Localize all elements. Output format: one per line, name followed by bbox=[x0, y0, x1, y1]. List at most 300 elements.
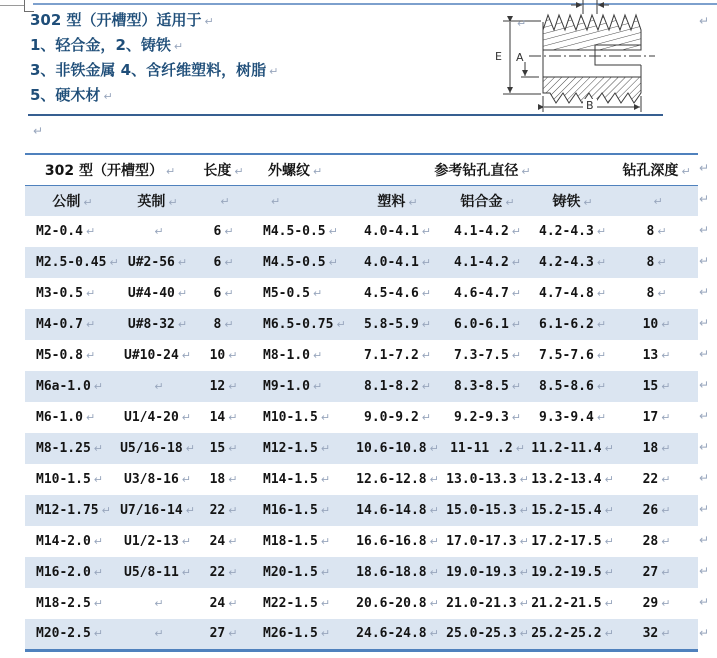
paragraph-mark-icon: ↵ bbox=[661, 380, 671, 393]
table-cell bbox=[195, 309, 252, 340]
paragraph-mark-icon: ↵ bbox=[604, 473, 614, 486]
paragraph-mark-icon: ↵ bbox=[511, 318, 522, 331]
table-cell bbox=[445, 619, 530, 650]
paragraph-mark-icon: ↵ bbox=[320, 535, 331, 548]
cell-text: 4.0-4.1 bbox=[364, 255, 419, 270]
paragraph-mark-icon: ↵ bbox=[228, 473, 238, 486]
table-cell bbox=[445, 526, 530, 557]
paragraph-mark-icon: ↵ bbox=[224, 287, 234, 300]
paragraph-mark-icon: ↵ bbox=[661, 442, 671, 455]
paragraph-mark-icon: ↵ bbox=[224, 225, 234, 238]
cell-text: 16.6-16.8 bbox=[356, 534, 427, 549]
table-cell bbox=[120, 247, 195, 278]
paragraph-mark-icon: ↵ bbox=[511, 256, 522, 269]
cell-text: 17.2-17.5 bbox=[531, 534, 602, 549]
cell-text: M16-1.5 bbox=[263, 503, 318, 518]
cell-text: 19.2-19.5 bbox=[531, 565, 602, 580]
table-cell bbox=[252, 309, 350, 340]
paragraph-mark-icon: ↵ bbox=[320, 411, 331, 424]
paragraph-mark-icon: ↵ bbox=[93, 442, 104, 455]
cell-text: 10 bbox=[642, 317, 659, 332]
table-cell bbox=[25, 464, 120, 495]
table-header-row-groups bbox=[25, 154, 698, 185]
table-cell bbox=[25, 495, 120, 526]
table-cell bbox=[445, 588, 530, 619]
cell-text: M2-0.4 bbox=[36, 224, 83, 239]
table-row bbox=[25, 464, 698, 495]
table-cell bbox=[25, 526, 120, 557]
paragraph-mark-icon: ↵ bbox=[699, 502, 710, 516]
paragraph-mark-icon: ↵ bbox=[320, 504, 331, 517]
paragraph-mark-icon: ↵ bbox=[154, 597, 164, 610]
table-cell bbox=[445, 433, 530, 464]
paragraph-mark-icon: ↵ bbox=[661, 535, 671, 548]
cell-text: 14 bbox=[209, 410, 226, 425]
cell-text: 32 bbox=[642, 626, 659, 642]
cell-text: 4.1-4.2 bbox=[454, 255, 509, 270]
paragraph-mark-icon: ↵ bbox=[596, 380, 607, 393]
table-cell bbox=[252, 247, 350, 278]
cell-text: M22-1.5 bbox=[263, 596, 318, 611]
table-cell bbox=[445, 557, 530, 588]
table-cell bbox=[615, 247, 698, 278]
table-cell bbox=[615, 619, 698, 650]
paragraph-mark-icon: ↵ bbox=[421, 380, 432, 393]
table-cell bbox=[120, 495, 195, 526]
paragraph-mark-icon: ↵ bbox=[429, 566, 439, 579]
table-cell bbox=[445, 309, 530, 340]
paragraph-mark-icon: ↵ bbox=[657, 256, 667, 269]
header-text: 塑料 bbox=[377, 193, 406, 210]
table-cell bbox=[530, 464, 615, 495]
table-row bbox=[25, 557, 698, 588]
paragraph-mark-icon: ↵ bbox=[657, 225, 667, 238]
paragraph-mark-icon: ↵ bbox=[85, 318, 96, 331]
paragraph-mark-icon: ↵ bbox=[511, 287, 522, 300]
table-cell bbox=[252, 216, 350, 247]
table-cell bbox=[445, 340, 530, 371]
table-row bbox=[25, 402, 698, 433]
table-cell bbox=[350, 588, 445, 619]
cell-text: 22 bbox=[642, 472, 659, 487]
intro-text: 1、轻合金，2、铸铁 bbox=[30, 36, 171, 54]
cell-text: 6 bbox=[213, 255, 222, 270]
cell-text: M10-1.5 bbox=[36, 472, 91, 487]
table-cell bbox=[195, 247, 252, 278]
cell-text: U3/8-16 bbox=[124, 472, 179, 487]
intro-text: 5、硬木材 bbox=[30, 86, 101, 104]
cell-text: 14.6-14.8 bbox=[356, 503, 427, 518]
paragraph-mark-icon: ↵ bbox=[604, 627, 614, 641]
table-row bbox=[25, 340, 698, 371]
cell-text: M6-1.0 bbox=[36, 410, 83, 425]
cell-text: 4.1-4.2 bbox=[454, 224, 509, 239]
paragraph-mark-icon: ↵ bbox=[699, 378, 710, 392]
table-cell bbox=[252, 526, 350, 557]
paragraph-mark-icon: ↵ bbox=[521, 164, 531, 178]
intro-line bbox=[30, 33, 278, 58]
cell-text: M20-1.5 bbox=[263, 565, 318, 580]
paragraph-mark-icon: ↵ bbox=[661, 597, 671, 610]
paragraph-mark-icon: ↵ bbox=[511, 411, 522, 424]
table-cell bbox=[25, 557, 120, 588]
paragraph-mark-icon: ↵ bbox=[596, 287, 607, 300]
header-text: 外螺纹 bbox=[268, 162, 311, 179]
cell-text: 8 bbox=[646, 286, 655, 301]
paragraph-mark-icon: ↵ bbox=[596, 349, 607, 362]
table-row bbox=[25, 216, 698, 247]
cell-text: 15.0-15.3 bbox=[446, 503, 517, 518]
cell-text: 22 bbox=[209, 565, 226, 580]
table-cell bbox=[530, 247, 615, 278]
cell-text: 18 bbox=[209, 472, 226, 487]
cell-text: 13.2-13.4 bbox=[531, 472, 602, 487]
table-cell bbox=[615, 464, 698, 495]
paragraph-mark-icon: ↵ bbox=[604, 535, 614, 548]
intro-line bbox=[30, 83, 278, 108]
paragraph-mark-icon: ↵ bbox=[85, 287, 96, 300]
cell-text: 6.1-6.2 bbox=[539, 317, 594, 332]
table-cell bbox=[195, 216, 252, 247]
cell-text: M14-2.0 bbox=[36, 534, 91, 549]
paragraph-mark-icon: ↵ bbox=[269, 65, 279, 78]
paragraph-mark-icon: ↵ bbox=[154, 627, 164, 641]
table-cell bbox=[252, 402, 350, 433]
cell-text: 25.0-25.3 bbox=[446, 626, 517, 642]
paragraph-mark-icon: ↵ bbox=[699, 161, 710, 175]
table-cell bbox=[445, 495, 530, 526]
table-cell bbox=[445, 247, 530, 278]
paragraph-mark-icon: ↵ bbox=[271, 194, 281, 208]
paragraph-mark-icon: ↵ bbox=[101, 504, 111, 517]
table-cell bbox=[530, 309, 615, 340]
table-cell bbox=[120, 526, 195, 557]
paragraph-mark-icon: ↵ bbox=[699, 533, 710, 547]
header-length bbox=[195, 154, 252, 185]
cell-text: U7/16-14 bbox=[120, 503, 183, 518]
cell-text: 8 bbox=[213, 317, 222, 332]
header-text: 参考钻孔直径 bbox=[434, 162, 519, 179]
table-cell bbox=[530, 588, 615, 619]
table-cell bbox=[350, 495, 445, 526]
table-cell bbox=[350, 402, 445, 433]
header-drill-depth bbox=[615, 154, 698, 185]
cell-text: 4.0-4.1 bbox=[364, 224, 419, 239]
header-plastic bbox=[350, 185, 445, 216]
paragraph-mark-icon: ↵ bbox=[661, 504, 671, 517]
header-text: 铸铁 bbox=[552, 193, 581, 210]
threaded-insert-diagram bbox=[483, 0, 683, 132]
paragraph-mark-icon: ↵ bbox=[228, 349, 238, 362]
paragraph-mark-icon: ↵ bbox=[429, 473, 439, 486]
table-cell bbox=[25, 278, 120, 309]
cell-text: 22 bbox=[209, 503, 226, 518]
paragraph-mark-icon: ↵ bbox=[429, 535, 439, 548]
table-cell bbox=[195, 464, 252, 495]
intro-line bbox=[30, 58, 278, 83]
table-cell bbox=[350, 216, 445, 247]
cell-text: 19.0-19.3 bbox=[446, 565, 517, 580]
paragraph-mark-icon: ↵ bbox=[511, 349, 522, 362]
table-cell bbox=[530, 216, 615, 247]
header-text: 公制 bbox=[52, 193, 81, 210]
table-cell bbox=[252, 464, 350, 495]
table-row bbox=[25, 433, 698, 464]
table-row bbox=[25, 309, 698, 340]
header-text: 302 型（开槽型） bbox=[44, 162, 163, 179]
table-cell bbox=[350, 340, 445, 371]
table-cell bbox=[530, 278, 615, 309]
cell-text: 8.5-8.6 bbox=[539, 379, 594, 394]
paragraph-mark-icon: ↵ bbox=[320, 627, 331, 641]
paragraph-mark-icon: ↵ bbox=[699, 285, 710, 299]
paragraph-mark-icon: ↵ bbox=[177, 287, 188, 300]
table-cell bbox=[445, 402, 530, 433]
paragraph-mark-icon: ↵ bbox=[515, 442, 525, 455]
table-cell bbox=[25, 309, 120, 340]
paragraph-mark-icon: ↵ bbox=[604, 442, 614, 455]
table-cell bbox=[252, 588, 350, 619]
cell-text: 11.2-11.4 bbox=[531, 441, 602, 456]
cell-text: 4.5-4.6 bbox=[364, 286, 419, 301]
paragraph-mark-icon: ↵ bbox=[604, 504, 614, 517]
cell-text: 21.2-21.5 bbox=[531, 596, 602, 611]
table-cell bbox=[530, 557, 615, 588]
cell-text: 9.3-9.4 bbox=[539, 410, 594, 425]
paragraph-mark-icon: ↵ bbox=[661, 411, 671, 424]
table-cell bbox=[252, 278, 350, 309]
cell-text: 9.2-9.3 bbox=[454, 410, 509, 425]
table-cell bbox=[445, 464, 530, 495]
paragraph-mark-icon: ↵ bbox=[519, 566, 529, 579]
table-cell bbox=[615, 371, 698, 402]
cell-text: M18-2.5 bbox=[36, 596, 91, 611]
cell-text: M6a-1.0 bbox=[36, 379, 91, 394]
paragraph-mark-icon: ↵ bbox=[228, 627, 238, 641]
paragraph-mark-icon: ↵ bbox=[109, 256, 119, 269]
dimension-label-E: E bbox=[495, 50, 502, 63]
table-row bbox=[25, 526, 698, 557]
paragraph-mark-icon: ↵ bbox=[312, 349, 323, 362]
table-header-row-subcolumns bbox=[25, 185, 698, 216]
table-cell bbox=[120, 309, 195, 340]
paragraph-mark-icon: ↵ bbox=[519, 473, 529, 486]
paragraph-mark-icon: ↵ bbox=[93, 473, 104, 486]
cell-text: M12-1.75 bbox=[36, 503, 99, 518]
table-cell bbox=[252, 619, 350, 650]
header-text: 长度 bbox=[203, 162, 232, 179]
paragraph-mark-icon: ↵ bbox=[165, 164, 176, 178]
table-cell bbox=[350, 278, 445, 309]
paragraph-mark-icon: ↵ bbox=[699, 192, 710, 206]
header-text: 英制 bbox=[137, 193, 166, 210]
cell-text: 20.6-20.8 bbox=[356, 596, 427, 611]
paragraph-mark-icon: ↵ bbox=[661, 473, 671, 486]
paragraph-mark-icon: ↵ bbox=[583, 195, 593, 209]
table-cell bbox=[615, 526, 698, 557]
table-cell bbox=[25, 247, 120, 278]
paragraph-mark-icon: ↵ bbox=[93, 380, 104, 393]
cell-text: 7.3-7.5 bbox=[454, 348, 509, 363]
paragraph-mark-icon: ↵ bbox=[83, 195, 93, 209]
cell-text: M3-0.5 bbox=[36, 286, 83, 301]
header-metric bbox=[25, 185, 120, 216]
paragraph-mark-icon: ↵ bbox=[320, 597, 331, 610]
cell-text: M12-1.5 bbox=[263, 441, 318, 456]
paragraph-mark-icon: ↵ bbox=[85, 225, 96, 238]
header-aluminum bbox=[445, 185, 530, 216]
cell-text: 8 bbox=[646, 224, 655, 239]
table-cell bbox=[120, 619, 195, 650]
cell-text: U1/4-20 bbox=[124, 410, 179, 425]
cell-text: 10 bbox=[209, 348, 226, 363]
table-cell bbox=[195, 619, 252, 650]
header-external-thread bbox=[252, 154, 350, 185]
paragraph-mark-icon: ↵ bbox=[408, 195, 418, 209]
paragraph-mark-icon: ↵ bbox=[234, 164, 244, 178]
table-cell bbox=[195, 402, 252, 433]
paragraph-mark-icon: ↵ bbox=[604, 597, 614, 610]
paragraph-mark-icon: ↵ bbox=[699, 14, 710, 28]
table-cell bbox=[445, 278, 530, 309]
cell-text: M8-1.0 bbox=[263, 348, 310, 363]
paragraph-mark-icon: ↵ bbox=[661, 566, 671, 579]
paragraph-mark-icon: ↵ bbox=[224, 318, 234, 331]
paragraph-mark-icon: ↵ bbox=[154, 225, 164, 238]
cell-text: M26-1.5 bbox=[263, 626, 318, 642]
cell-text: M8-1.25 bbox=[36, 441, 91, 456]
cell-text: U1/2-13 bbox=[124, 534, 179, 549]
paragraph-mark-icon: ↵ bbox=[181, 349, 192, 362]
table-row bbox=[25, 371, 698, 402]
cell-text: 28 bbox=[642, 534, 659, 549]
paragraph-mark-icon: ↵ bbox=[699, 316, 710, 330]
paragraph-mark-icon: ↵ bbox=[181, 473, 192, 486]
table-cell bbox=[530, 495, 615, 526]
paragraph-mark-icon: ↵ bbox=[429, 442, 439, 455]
dimension-A bbox=[521, 62, 539, 77]
intro-text: 302 型（开槽型）适用于 bbox=[30, 11, 202, 29]
right-margin-marks bbox=[699, 153, 709, 649]
paragraph-mark-icon: ↵ bbox=[228, 566, 238, 579]
cell-text: M4.5-0.5 bbox=[263, 255, 326, 270]
paragraph-mark-icon: ↵ bbox=[177, 256, 188, 269]
paragraph-mark-icon: ↵ bbox=[85, 411, 96, 424]
cell-text: 7.1-7.2 bbox=[364, 348, 419, 363]
cell-text: U#4-40 bbox=[127, 286, 175, 301]
paragraph-mark-icon: ↵ bbox=[519, 504, 529, 517]
table-cell bbox=[120, 340, 195, 371]
paragraph-mark-icon: ↵ bbox=[312, 287, 323, 300]
paragraph-mark-icon: ↵ bbox=[93, 535, 104, 548]
table-cell bbox=[120, 588, 195, 619]
cell-text: U#8-32 bbox=[127, 317, 175, 332]
table-cell bbox=[25, 433, 120, 464]
paragraph-mark-icon: ↵ bbox=[421, 225, 432, 238]
header-text: 铝合金 bbox=[460, 193, 503, 210]
intro-text: 3、非铁金属 4、含纤维塑料，树脂 bbox=[30, 61, 267, 79]
table-cell bbox=[25, 216, 120, 247]
cell-text: 6 bbox=[213, 224, 222, 239]
paragraph-mark-icon: ↵ bbox=[519, 627, 529, 641]
intro-block bbox=[30, 8, 278, 108]
table-row bbox=[25, 278, 698, 309]
paragraph-mark-icon: ↵ bbox=[177, 318, 188, 331]
cell-text: M4.5-0.5 bbox=[263, 224, 326, 239]
table-cell bbox=[120, 464, 195, 495]
paragraph-mark-icon: ↵ bbox=[519, 535, 529, 548]
paragraph-mark-icon: ↵ bbox=[699, 595, 710, 609]
table-cell bbox=[195, 526, 252, 557]
table-cell bbox=[615, 340, 698, 371]
table-cell bbox=[615, 588, 698, 619]
paragraph-mark-icon: ↵ bbox=[228, 411, 238, 424]
paragraph-mark-icon: ↵ bbox=[604, 566, 614, 579]
cell-text: 24 bbox=[209, 534, 226, 549]
paragraph-mark-icon: ↵ bbox=[228, 380, 238, 393]
table-cell bbox=[120, 278, 195, 309]
paragraph-mark-icon: ↵ bbox=[653, 194, 663, 208]
cell-text: 13 bbox=[642, 348, 659, 363]
paragraph-mark-icon: ↵ bbox=[220, 194, 230, 208]
cell-text: 4.2-4.3 bbox=[539, 224, 594, 239]
table-cell bbox=[195, 495, 252, 526]
cell-text: 8.1-8.2 bbox=[364, 379, 419, 394]
table-cell bbox=[350, 557, 445, 588]
cell-text: 6.0-6.1 bbox=[454, 317, 509, 332]
paragraph-mark-icon: ↵ bbox=[699, 347, 710, 361]
table-cell bbox=[25, 619, 120, 650]
intro-line bbox=[30, 8, 278, 33]
header-empty bbox=[195, 185, 252, 216]
cell-text: 29 bbox=[642, 596, 659, 611]
paragraph-mark-icon: ↵ bbox=[320, 473, 331, 486]
table-cell bbox=[120, 433, 195, 464]
header-ref-drill-diameter bbox=[350, 154, 615, 185]
header-302-type bbox=[25, 154, 195, 185]
header-cast-iron bbox=[530, 185, 615, 216]
header-empty bbox=[615, 185, 698, 216]
paragraph-mark-icon: ↵ bbox=[421, 256, 432, 269]
table-row bbox=[25, 247, 698, 278]
dimension-label-B: B bbox=[586, 99, 594, 112]
paragraph-mark-icon: ↵ bbox=[661, 349, 671, 362]
paragraph-mark-icon: ↵ bbox=[181, 566, 192, 579]
table-cell bbox=[350, 309, 445, 340]
paragraph-mark-icon: ↵ bbox=[421, 318, 432, 331]
cell-text: M16-2.0 bbox=[36, 565, 91, 580]
cell-text: M6.5-0.75 bbox=[263, 317, 334, 332]
table-cell bbox=[350, 247, 445, 278]
table-cell bbox=[350, 464, 445, 495]
cell-text: M5-0.5 bbox=[263, 286, 310, 301]
table-cell bbox=[252, 433, 350, 464]
paragraph-mark-icon: ↵ bbox=[168, 195, 178, 209]
section-divider bbox=[28, 114, 663, 116]
cell-text: 25.2-25.2 bbox=[531, 626, 602, 642]
table-cell bbox=[350, 619, 445, 650]
cell-text: 27 bbox=[642, 565, 659, 580]
table-cell bbox=[195, 278, 252, 309]
paragraph-mark-icon: ↵ bbox=[320, 566, 331, 579]
cell-text: M10-1.5 bbox=[263, 410, 318, 425]
paragraph-mark-icon: ↵ bbox=[320, 442, 331, 455]
paragraph-mark-icon: ↵ bbox=[429, 597, 439, 610]
paragraph-mark-icon: ↵ bbox=[336, 318, 346, 331]
paragraph-mark-icon: ↵ bbox=[224, 256, 234, 269]
page-margin-line bbox=[0, 5, 24, 6]
table-row bbox=[25, 619, 698, 650]
